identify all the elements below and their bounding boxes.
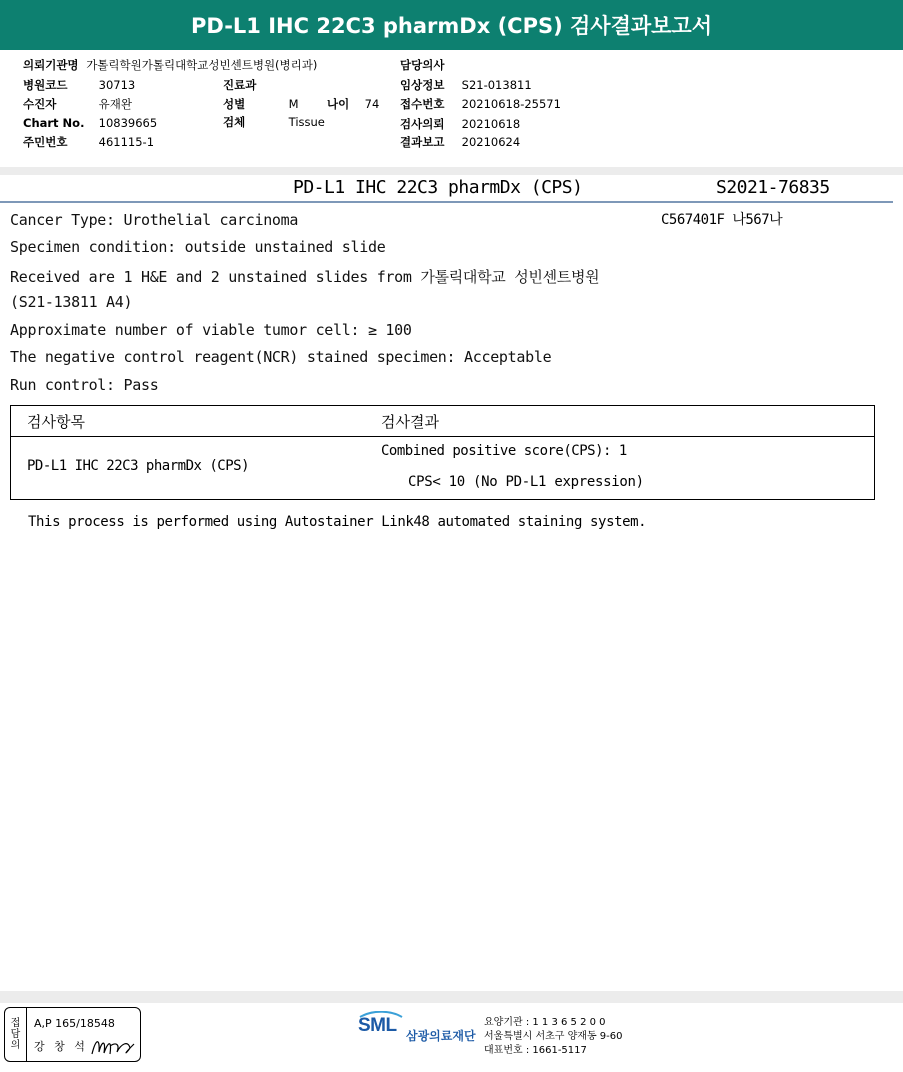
hdr-clinical-info: 임상정보 S21-013811 — [400, 78, 532, 92]
tumor-cell-line: Approximate number of viable tumor cell: ≥ 100 — [10, 321, 412, 339]
institution-code: 요양기관 : 1 1 3 6 5 2 0 0 — [484, 1017, 606, 1028]
barcode-text: C567401F 나567나 — [661, 212, 783, 228]
hdr-specimen: 검체 Tissue — [223, 115, 325, 129]
hdr-age: 나이 74 — [327, 97, 380, 111]
footer-separator — [0, 991, 903, 1003]
hdr-receipt-no: 접수번호 20210618-25571 — [400, 97, 561, 111]
org-name: 삼광의료재단 — [406, 1029, 476, 1043]
phone-line: 대표번호 : 1661-5117 — [484, 1045, 587, 1056]
address-line: 서울특별시 서초구 양재동 9-60 — [484, 1031, 623, 1042]
specimen-condition-line: Specimen condition: outside unstained slide — [10, 238, 386, 256]
report-test-title: PD-L1 IHC 22C3 pharmDx (CPS) — [293, 177, 583, 198]
run-control-line: Run control: Pass — [10, 376, 159, 394]
hdr-hospital-name: 의뢰기관명 가톨릭학원가톨릭대학교성빈센트병원(병리과) — [23, 58, 318, 72]
header-test-result: 검사결과 — [381, 413, 439, 431]
test-item-name: PD-L1 IHC 22C3 pharmDx (CPS) — [27, 458, 250, 474]
ncr-line: The negative control reagent(NCR) stained specimen: Acceptable — [10, 348, 552, 366]
pathologist-stamp — [4, 1007, 141, 1062]
header-test-item: 검사항목 — [27, 413, 85, 431]
hdr-resident-no: 주민번호 461115-1 — [23, 135, 155, 149]
org-address — [484, 1016, 623, 1058]
hdr-hospital-code: 병원코드 30713 — [23, 78, 136, 92]
slide-id-line: (S21-13811 A4) — [10, 293, 133, 311]
report-number: S2021-76835 — [716, 177, 830, 198]
header-separator — [0, 167, 903, 175]
cps-interpretation: CPS< 10 (No PD-L1 expression) — [408, 474, 644, 490]
title-rule — [0, 201, 893, 203]
report-title-bar — [0, 0, 903, 50]
report-main-title: PD-L1 IHC 22C3 pharmDx (CPS) 검사결과보고서 — [190, 14, 713, 38]
hdr-doctor: 담당의사 — [400, 58, 445, 72]
stamp-pathologist-name: 강 창 석 — [34, 1040, 88, 1053]
hdr-patient-name: 수진자 유재완 — [23, 97, 132, 111]
stamp-ap-number: A,P 165/18548 — [34, 1017, 115, 1030]
signature-icon — [90, 1034, 136, 1058]
patient-header — [0, 50, 903, 167]
hdr-request-date: 검사의뢰 20210618 — [400, 117, 521, 131]
result-table — [10, 405, 875, 500]
result-table-header — [11, 406, 874, 437]
hdr-sex: 성별 M — [223, 97, 299, 111]
stamp-side-label: 접 담 의 — [5, 1008, 27, 1061]
cps-score: Combined positive score(CPS): 1 — [381, 443, 627, 459]
hdr-chart-no: Chart No. 10839665 — [23, 116, 158, 130]
cancer-type-line: Cancer Type: Urothelial carcinoma — [10, 211, 299, 229]
sml-logo-text: SML — [358, 1015, 397, 1036]
received-slides-line: Received are 1 H&E and 2 unstained slides from 가톨릭대학교 성빈센트병원 — [10, 268, 600, 286]
process-note: This process is performed using Autostainer Link48 automated staining system. — [28, 514, 647, 530]
hdr-report-date: 결과보고 20210624 — [400, 135, 521, 149]
hdr-department: 진료과 — [223, 78, 257, 92]
